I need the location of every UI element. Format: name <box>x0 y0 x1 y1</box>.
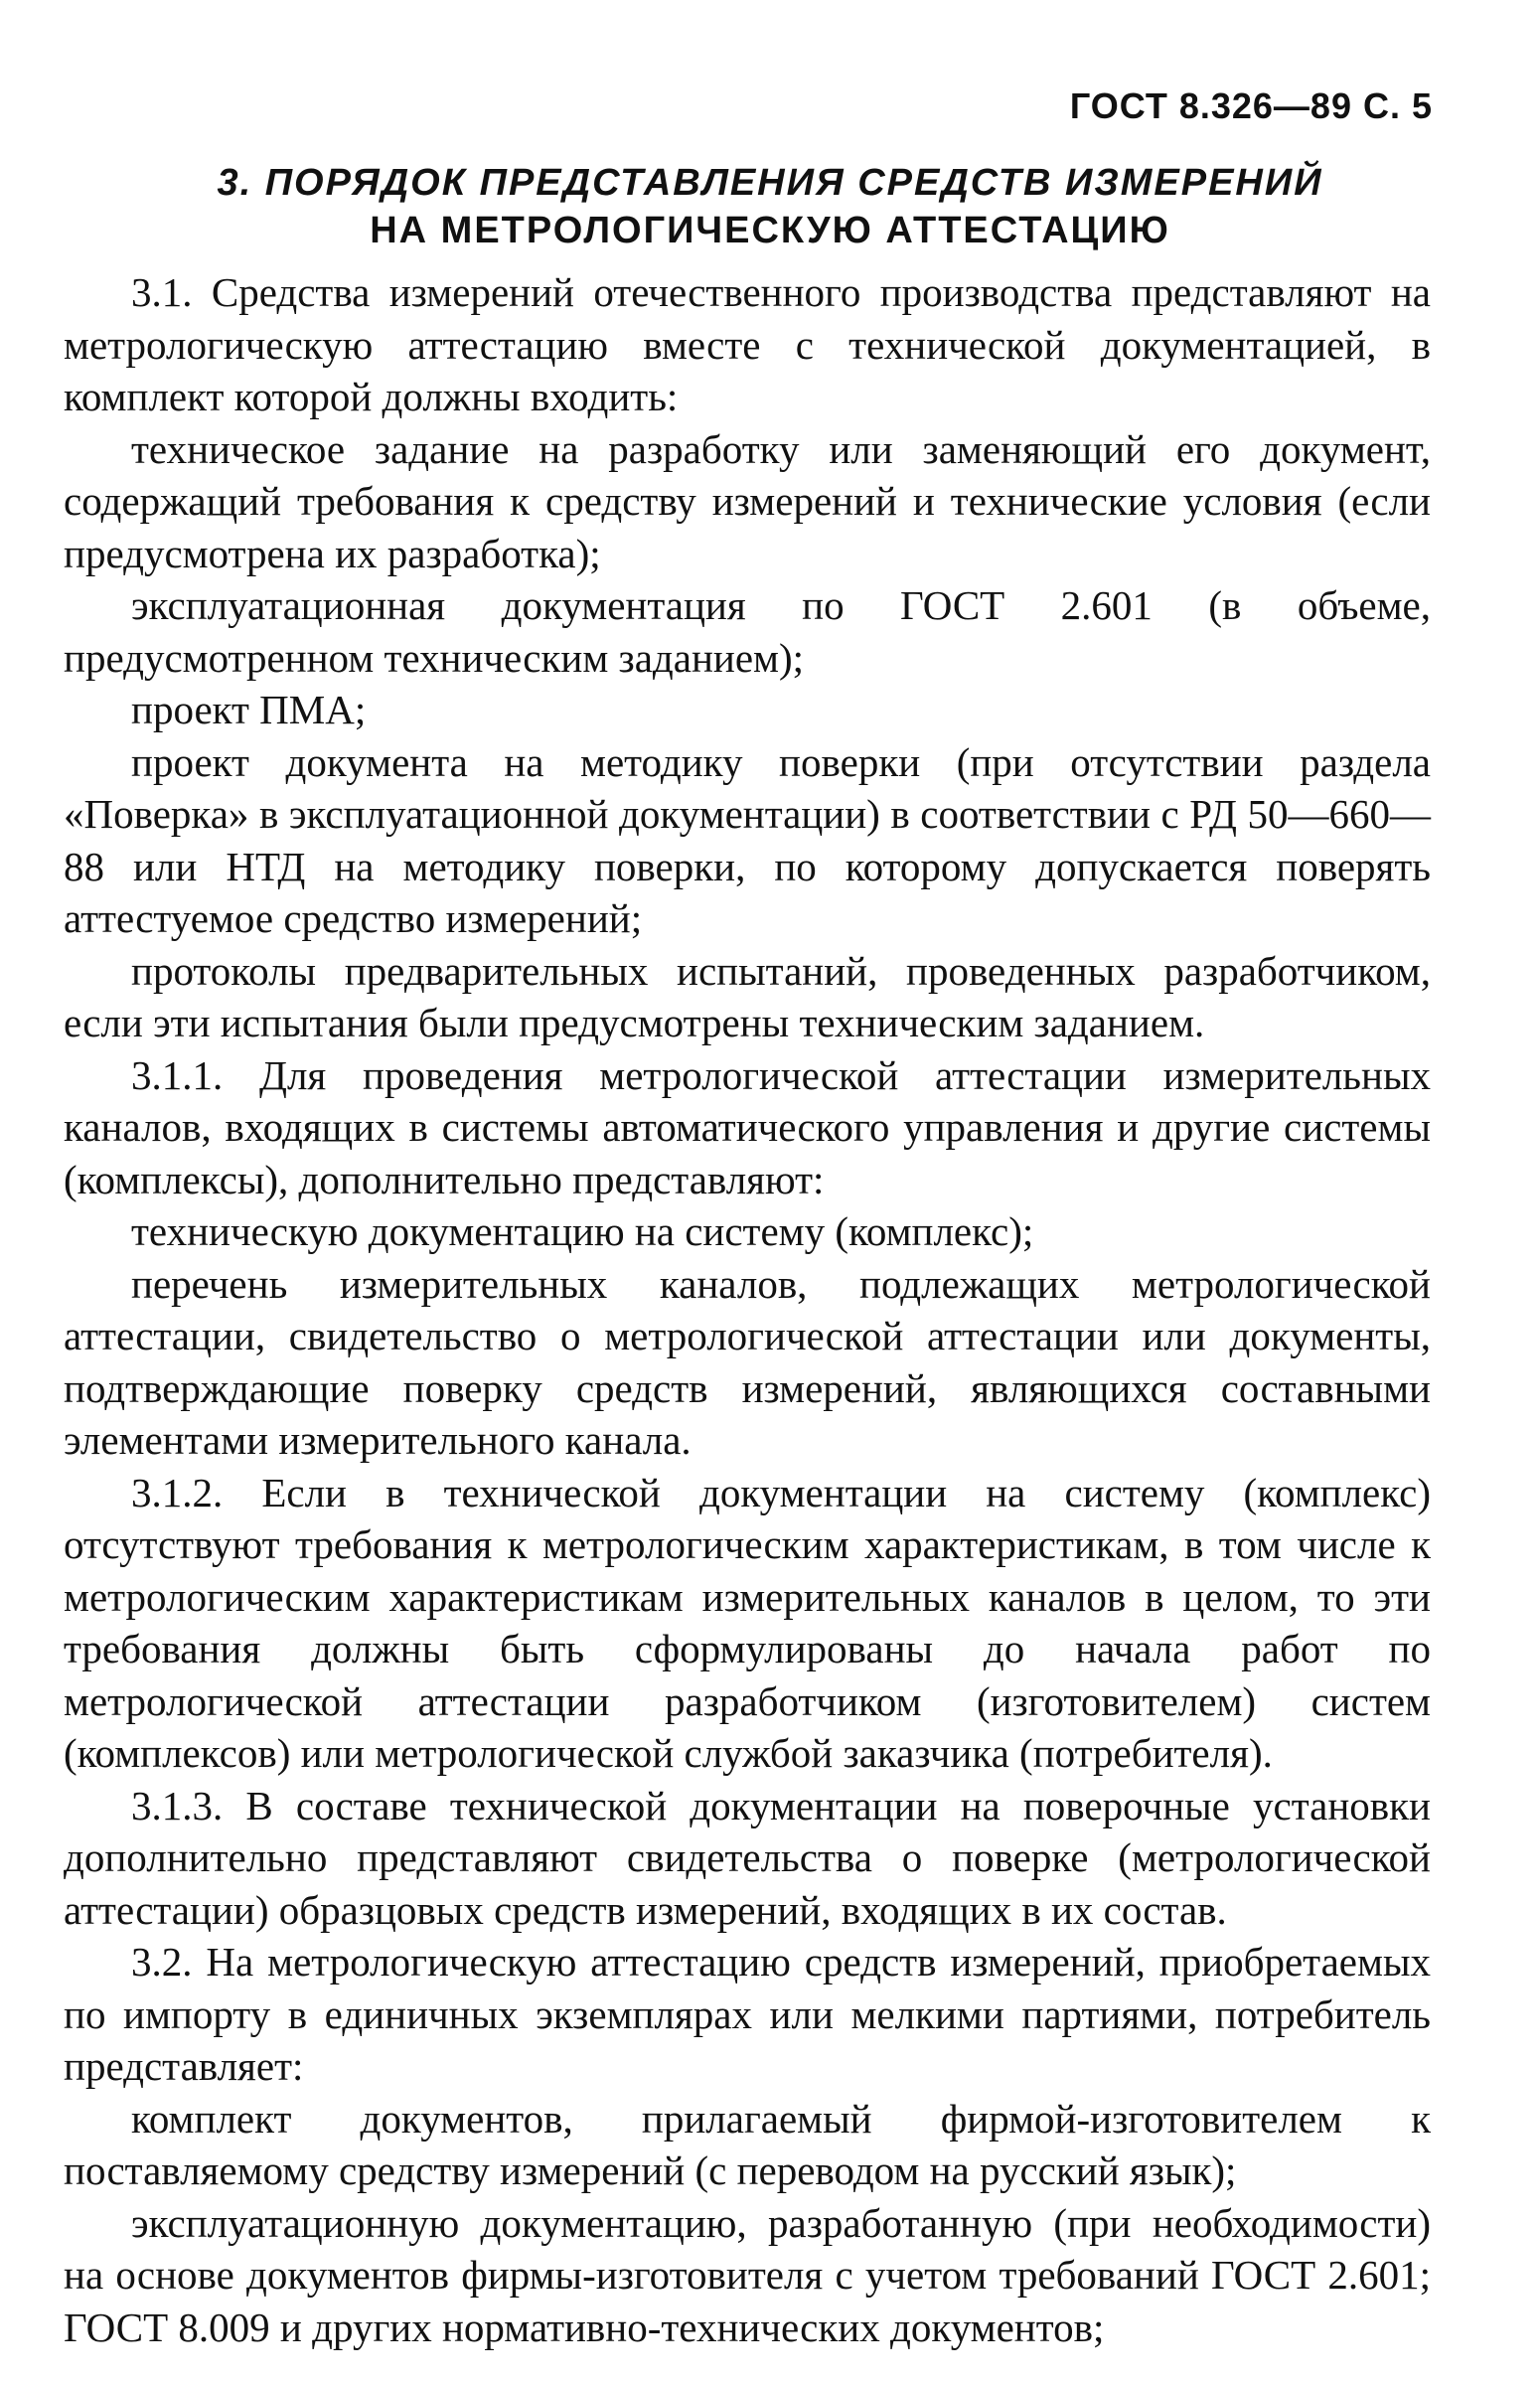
list-item-system-docs: техническую документацию на систему (комплекс); <box>131 1208 1034 1254</box>
list-item-operational-docs-import: эксплуатационную документацию, разработанную (при необходимости) на основе документов фирмы-изготовителя с учетом требований ГОСТ 2.601; ГОСТ 8.009 и других нормативно-технических документов; <box>64 2199 1431 2350</box>
list-item-manufacturer-docs: комплект документов, прилагаемый фирмой-изготовителем к поставляемому средству измерений (с переводом на русский язык); <box>64 2095 1431 2193</box>
paragraph-3-1-2: 3.1.2. Если в технической документации на систему (комплекс) отсутствуют требования к метрологическим характеристикам, в том числе к метрологическим характеристикам измерительных каналов в целом, то эти требования должны быть сформулированы до начала работ по метрологической аттестации разработчиком (изготовителем) систем (комплексов) или метрологической службой заказчика (потребителя). <box>64 1469 1431 1776</box>
section-title-line-2: НА МЕТРОЛОГИЧЕСКУЮ АТТЕСТАЦИЮ <box>370 210 1170 251</box>
list-item-pma-draft: проект ПМА; <box>131 687 367 732</box>
running-head: ГОСТ 8.326—89 С. 5 <box>1069 85 1433 126</box>
section-title-line-1: 3. ПОРЯДОК ПРЕДСТАВЛЕНИЯ СРЕДСТВ ИЗМЕРЕНИЙ <box>217 162 1323 204</box>
paragraph-3-1-3: 3.1.3. В составе технической документации на поверочные установки дополнительно представляют свидетельства о поверке (метрологической аттестации) образцовых средств измерений, входящих в их состав. <box>64 1782 1431 1933</box>
paragraph-3-2: 3.2. На метрологическую аттестацию средств измерений, приобретаемых по импорту в единичных экземплярах или мелкими партиями, потребитель представляет: <box>64 1939 1431 2089</box>
list-item-operational-docs: эксплуатационная документация по ГОСТ 2.601 (в объеме, предусмотренном техническим заданием); <box>64 582 1431 681</box>
document-body <box>64 266 1431 2353</box>
list-item-tech-assignment: техническое задание на разработку или заменяющий его документ, содержащий требования к средству измерений и технические условия (если предусмотрена их разработка); <box>64 425 1431 576</box>
section-title <box>0 159 1540 254</box>
list-item-channel-list: перечень измерительных каналов, подлежащих метрологической аттестации, свидетельство о метрологической аттестации или документы, подтверждающие поверку средств измерений, являющихся составными элементами измерительного канала. <box>64 1260 1431 1463</box>
list-item-test-protocols: протоколы предварительных испытаний, проведенных разработчиком, если эти испытания были предусмотрены техническим заданием. <box>64 947 1431 1045</box>
paragraph-3-1-1: 3.1.1. Для проведения метрологической аттестации измерительных каналов, входящих в системы автоматического управления и другие системы (комплексы), дополнительно представляют: <box>64 1051 1431 1202</box>
list-item-verification-method: проект документа на методику поверки (при отсутствии раздела «Поверка» в эксплуатационной документации) в соответствии с РД 50—660—88 или НТД на методику поверки, по которому допускается поверять аттестуемое средство измерений; <box>64 738 1431 941</box>
paragraph-3-1: 3.1. Средства измерений отечественного производства представляют на метрологическую аттестацию вместе с технической документацией, в комплект которой должны входить: <box>64 269 1431 419</box>
